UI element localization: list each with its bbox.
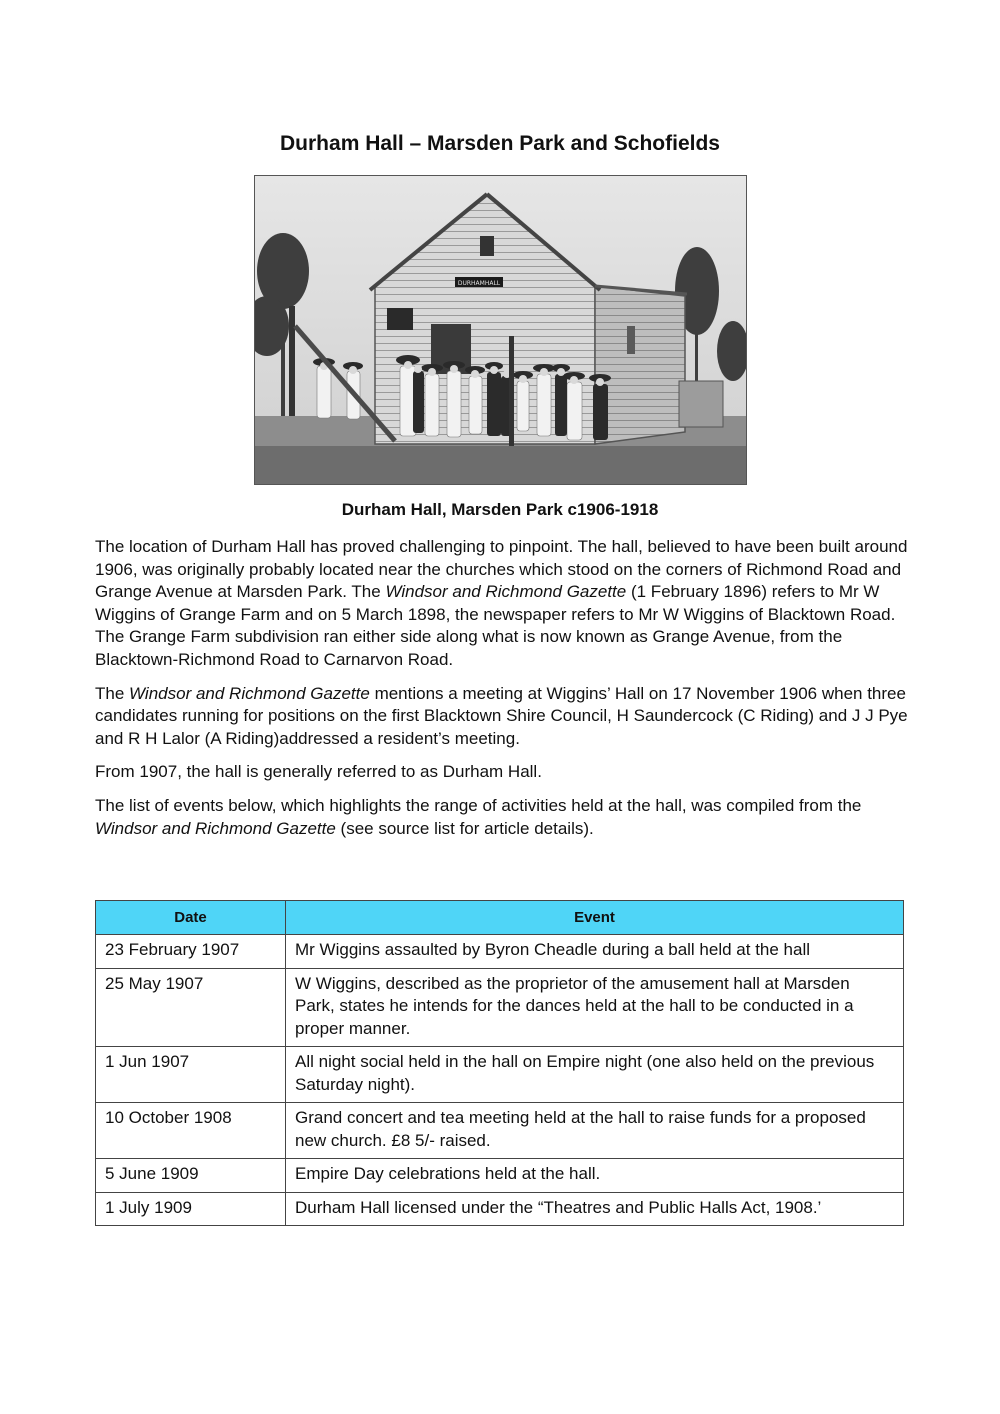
- event-cell: W Wiggins, described as the proprietor of the amusement hall at Marsden Park, states he intends for the dances held at the hall to be conducted in a proper manner.: [286, 968, 904, 1047]
- paragraph-1-text-a: The location of Durham Hall has proved challenging to pinpoint. The hall, believed to have been built around 1906, was originally probably located near the churches which stood on the corners of Richmond Road and Grange Avenue at Marsden Park. The: [95, 537, 908, 602]
- table-row: [96, 1192, 904, 1226]
- date-column-header: Date: [96, 901, 286, 935]
- paragraph-2-italic: Windsor and Richmond Gazette: [129, 683, 370, 703]
- body-text: [95, 536, 910, 851]
- table-row: [96, 1159, 904, 1193]
- event-cell: All night social held in the hall on Empire night (one also held on the previous Saturday night).: [286, 1047, 904, 1103]
- table-row: [96, 1103, 904, 1159]
- paragraph-1-italic: Windsor and Richmond Gazette: [385, 582, 627, 602]
- paragraph-4: [95, 795, 910, 840]
- table-row: [96, 935, 904, 969]
- paragraph-2-text-a: The: [95, 683, 130, 703]
- date-cell: 1 Jun 1907: [96, 1047, 286, 1103]
- event-cell: Mr Wiggins assaulted by Byron Cheadle during a ball held at the hall: [286, 935, 904, 969]
- table-row: [96, 968, 904, 1047]
- photo-caption: Durham Hall, Marsden Park c1906-1918: [341, 500, 659, 519]
- table-row: [96, 1047, 904, 1103]
- paragraph-2-text-c: mentions a meeting at Wiggins’ Hall on 17 November 1906 when three candidates running for positions on the first Blacktown Shire Council, H Saundercock (C Riding) and J J Pye and R H Lalor (A Riding)addressed a resident’s meeting.: [95, 683, 908, 748]
- paragraph-3: From 1907, the hall is generally referred to as Durham Hall.: [95, 762, 542, 782]
- paragraph-2: [95, 683, 910, 751]
- paragraph-1-text-c: (1 February 1896) refers to Mr W Wiggins of Grange Farm and on 5 March 1898, the newspaper refers to Mr W Wiggins of Blacktown Road. The Grange Farm subdivision ran either side along what is now known as Grange Avenue, from the Blacktown-Richmond Road to Carnarvon Road.: [95, 582, 896, 669]
- date-cell: 10 October 1908: [96, 1103, 286, 1159]
- historic-photo: [254, 175, 747, 485]
- paragraph-1: [95, 536, 910, 672]
- table-header-row: [96, 901, 904, 935]
- event-cell: Grand concert and tea meeting held at the hall to raise funds for a proposed new church. £8 5/- raised.: [286, 1103, 904, 1159]
- events-table: [95, 900, 904, 1226]
- page-title: Durham Hall – Marsden Park and Schofields: [280, 132, 720, 155]
- event-cell: Durham Hall licensed under the “Theatres and Public Halls Act, 1908.’: [286, 1192, 904, 1226]
- event-cell: Empire Day celebrations held at the hall.: [286, 1159, 904, 1193]
- date-cell: 1 July 1909: [96, 1192, 286, 1226]
- paragraph-4-text-c: (see source list for article details).: [335, 818, 594, 838]
- event-column-header: Event: [286, 901, 904, 935]
- date-cell: 5 June 1909: [96, 1159, 286, 1193]
- hall-sign-text: DURHAMHALL: [457, 280, 501, 287]
- paragraph-4-italic: Windsor and Richmond Gazette: [95, 818, 336, 838]
- date-cell: 25 May 1907: [96, 968, 286, 1047]
- date-cell: 23 February 1907: [96, 935, 286, 969]
- paragraph-4-text-a: The list of events below, which highlights the range of activities held at the hall, was compiled from the: [95, 795, 862, 815]
